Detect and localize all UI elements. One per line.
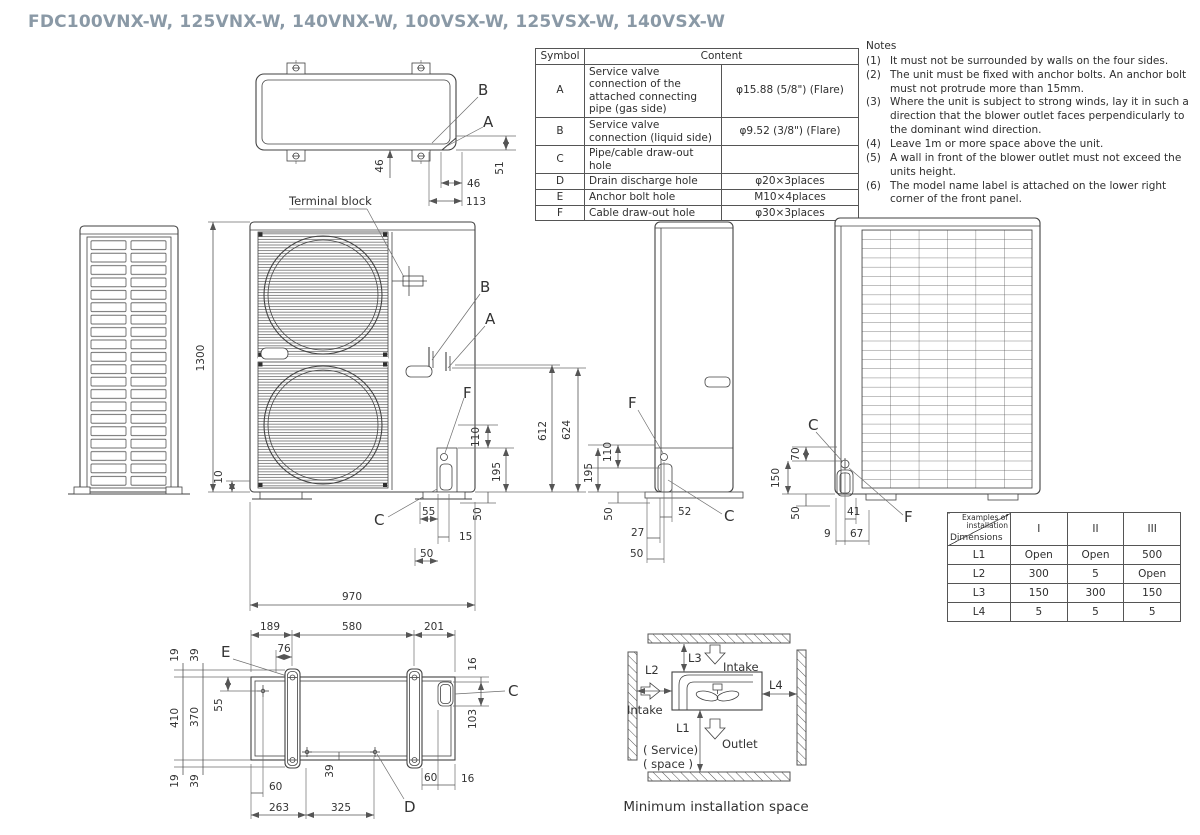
col-header: I bbox=[1011, 513, 1068, 546]
dim-16: 16 bbox=[461, 773, 475, 785]
dim-51: 51 bbox=[494, 161, 506, 175]
cell: Open bbox=[1067, 546, 1124, 565]
back-view bbox=[770, 218, 1040, 545]
callout-c: C bbox=[374, 511, 385, 529]
dim-19: 19 bbox=[169, 648, 181, 662]
outlet-arrow bbox=[705, 719, 725, 739]
label-l3: L3 bbox=[688, 651, 702, 665]
symbol-cell: C bbox=[536, 146, 585, 174]
dim-39: 39 bbox=[189, 774, 201, 788]
dim-50: 50 bbox=[630, 548, 644, 560]
cell: 300 bbox=[1067, 584, 1124, 603]
dim-46-v: 46 bbox=[374, 159, 386, 173]
dim-16: 16 bbox=[467, 657, 479, 671]
row-label: L1 bbox=[948, 546, 1011, 565]
symbol-cell: D bbox=[536, 174, 585, 190]
cell: 5 bbox=[1011, 603, 1068, 622]
symbol-cell: A bbox=[536, 64, 585, 117]
note-num: (3) bbox=[866, 96, 881, 109]
dim-19: 19 bbox=[169, 774, 181, 788]
content-header: Content bbox=[585, 49, 859, 65]
callout-c: C bbox=[724, 507, 735, 525]
row-label: L2 bbox=[948, 565, 1011, 584]
callout-a: A bbox=[485, 310, 496, 328]
intake-label-left: Intake bbox=[627, 703, 663, 717]
dim-970: 970 bbox=[341, 591, 363, 603]
note-num: (2) bbox=[866, 68, 881, 81]
dim-52: 52 bbox=[678, 506, 692, 518]
dim-76: 76 bbox=[277, 643, 291, 655]
note-num: (6) bbox=[866, 179, 881, 192]
dim-70: 70 bbox=[790, 447, 802, 461]
callout-b: B bbox=[480, 278, 491, 296]
cell: 5 bbox=[1124, 603, 1181, 622]
dim-67: 67 bbox=[850, 528, 864, 540]
symbol-header: Symbol bbox=[536, 49, 585, 65]
dim-195: 195 bbox=[583, 462, 595, 484]
note-num: (1) bbox=[866, 54, 881, 67]
intake-arrow-top bbox=[705, 645, 725, 664]
dim-103: 103 bbox=[467, 708, 479, 730]
intake-label-top: Intake bbox=[723, 660, 759, 674]
service-space-label-1: ( Service) bbox=[643, 743, 699, 757]
dim-60: 60 bbox=[424, 772, 438, 784]
content-cell: Service valve connection (liquid side) bbox=[585, 117, 722, 145]
label-l4: L4 bbox=[769, 678, 783, 692]
note-num: (4) bbox=[866, 138, 881, 151]
dim-10: 10 bbox=[213, 470, 225, 484]
dim-195: 195 bbox=[491, 461, 503, 483]
dim-50: 50 bbox=[790, 506, 802, 520]
dim-150: 150 bbox=[770, 467, 782, 489]
content-cell: Anchor bolt hole bbox=[585, 189, 722, 205]
dim-624: 624 bbox=[561, 419, 573, 441]
cell: 5 bbox=[1067, 565, 1124, 584]
dim-55: 55 bbox=[422, 506, 436, 518]
note-text: It must not be surrounded by walls on the four sides. bbox=[890, 54, 1169, 67]
callout-a: A bbox=[483, 113, 494, 131]
callout-d: D bbox=[404, 798, 416, 816]
row-label: L3 bbox=[948, 584, 1011, 603]
note-text: Where the unit is subject to strong winds, lay it in such a direction that the blower outlet faces perpendicularly to the dominant wind direction. bbox=[890, 96, 1189, 137]
dim-612: 612 bbox=[537, 420, 549, 442]
dim-201: 201 bbox=[423, 621, 445, 633]
dim-110: 110 bbox=[602, 441, 614, 463]
dim-113: 113 bbox=[466, 196, 487, 208]
callout-f: F bbox=[904, 508, 913, 526]
note-text: The unit must be fixed with anchor bolts. An anchor bolt must not protrude more than 15mm. bbox=[890, 68, 1187, 95]
outlet-label: Outlet bbox=[722, 737, 758, 751]
callout-b: B bbox=[478, 81, 489, 99]
wall-bottom bbox=[648, 772, 790, 781]
corner-label-top: Examples of installation bbox=[961, 513, 1008, 531]
cell: 500 bbox=[1124, 546, 1181, 565]
notes-heading: Notes bbox=[866, 40, 897, 52]
cell: Open bbox=[1011, 546, 1068, 565]
service-space-label-2: ( space ) bbox=[643, 757, 694, 771]
terminal-block-label: Terminal block bbox=[289, 194, 372, 208]
content-cell: Cable draw-out hole bbox=[585, 205, 722, 221]
dim-1300: 1300 bbox=[195, 344, 207, 372]
right-side-view bbox=[583, 222, 743, 563]
row-label: L4 bbox=[948, 603, 1011, 622]
handle bbox=[705, 377, 730, 387]
handle bbox=[261, 348, 288, 359]
value-cell: φ9.52 (3/8") (Flare) bbox=[722, 117, 859, 145]
dim-189: 189 bbox=[259, 621, 281, 633]
dim-41: 41 bbox=[847, 506, 861, 518]
col-header: III bbox=[1124, 513, 1181, 546]
wall-right bbox=[797, 650, 806, 765]
value-cell: φ20×3places bbox=[722, 174, 859, 190]
page-title: FDC100VNX-W, 125VNX-W, 140VNX-W, 100VSX-W, 125VSX-W, 140VSX-W bbox=[28, 12, 726, 32]
content-cell: Pipe/cable draw-out hole bbox=[585, 146, 722, 174]
top-view bbox=[256, 60, 516, 208]
corner-label-bottom: Dimensions bbox=[950, 533, 1003, 544]
note-text: The model name label is attached on the lower right corner of the front panel. bbox=[890, 179, 1167, 206]
cell: 150 bbox=[1124, 584, 1181, 603]
dim-39: 39 bbox=[324, 764, 336, 778]
dim-50: 50 bbox=[420, 548, 434, 560]
note-text: Leave 1m or more space above the unit. bbox=[890, 138, 1104, 151]
cell: 150 bbox=[1011, 584, 1068, 603]
dim-27: 27 bbox=[631, 527, 645, 539]
symbol-cell: B bbox=[536, 117, 585, 145]
dim-50: 50 bbox=[603, 507, 615, 521]
symbol-cell: F bbox=[536, 205, 585, 221]
min-space-caption: Minimum installation space bbox=[623, 799, 809, 815]
dim-50: 50 bbox=[472, 507, 484, 521]
label-l2: L2 bbox=[645, 663, 659, 677]
callout-f: F bbox=[628, 394, 637, 412]
dim-15: 15 bbox=[459, 531, 473, 543]
dim-410: 410 bbox=[169, 707, 181, 729]
min-install-space bbox=[623, 634, 808, 815]
content-cell: Drain discharge hole bbox=[585, 174, 722, 190]
value-cell: M10×4places bbox=[722, 189, 859, 205]
content-cell: Service valve connection of the attached connecting pipe (gas side) bbox=[585, 64, 722, 117]
callout-c: C bbox=[808, 416, 819, 434]
unit-outline bbox=[672, 672, 762, 710]
cable-bracket bbox=[437, 448, 457, 492]
value-cell: φ30×3places bbox=[722, 205, 859, 221]
label-l1: L1 bbox=[676, 721, 690, 735]
dim-110: 110 bbox=[470, 426, 482, 448]
dim-370: 370 bbox=[189, 706, 201, 728]
note-num: (5) bbox=[866, 151, 881, 164]
front-view bbox=[195, 194, 586, 611]
cell: 300 bbox=[1011, 565, 1068, 584]
cell: 5 bbox=[1067, 603, 1124, 622]
value-cell: φ15.88 (5/8") (Flare) bbox=[722, 64, 859, 117]
symbol-cell: E bbox=[536, 189, 585, 205]
left-side-view bbox=[68, 226, 190, 494]
dim-46-h: 46 bbox=[467, 178, 481, 190]
col-header: II bbox=[1067, 513, 1124, 546]
callout-f: F bbox=[463, 384, 472, 402]
dim-55: 55 bbox=[213, 698, 225, 712]
dim-325: 325 bbox=[330, 802, 352, 814]
callout-e: E bbox=[221, 643, 231, 661]
wall-top bbox=[648, 634, 790, 643]
dim-39: 39 bbox=[189, 648, 201, 662]
dim-9: 9 bbox=[824, 528, 831, 540]
dim-60: 60 bbox=[269, 781, 283, 793]
note-text: A wall in front of the blower outlet must not exceed the units height. bbox=[890, 151, 1182, 178]
bottom-view bbox=[169, 621, 518, 819]
cell: Open bbox=[1124, 565, 1181, 584]
dim-580: 580 bbox=[341, 621, 363, 633]
callout-c: C bbox=[508, 682, 519, 700]
dim-263: 263 bbox=[268, 802, 290, 814]
